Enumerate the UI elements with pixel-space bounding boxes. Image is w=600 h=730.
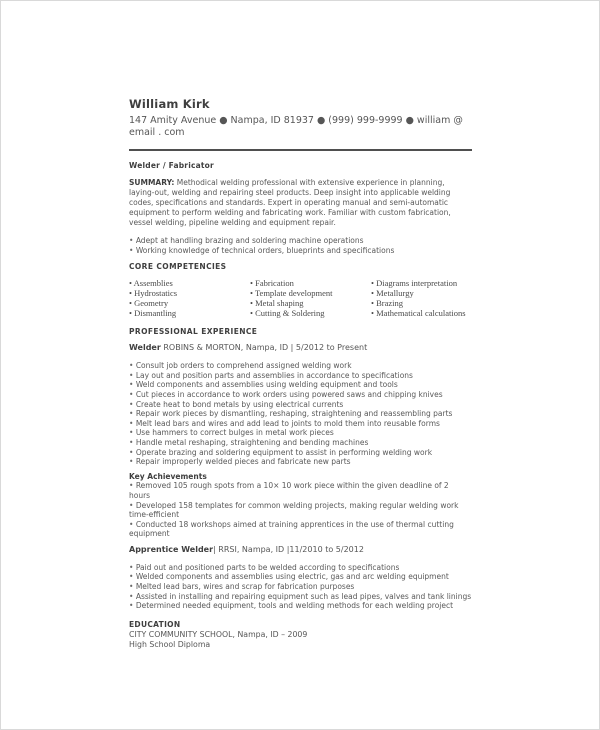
competencies-columns bbox=[129, 278, 472, 318]
summary-bullet-list bbox=[129, 236, 472, 255]
list-item: • Melt lead bars and wires and add lead to joints to mold them into reusable forms bbox=[129, 419, 472, 429]
list-item: • Cut pieces in accordance to work orders using powered saws and chipping knives bbox=[129, 390, 472, 400]
list-item: • Metal shaping bbox=[250, 298, 371, 308]
list-item: • Repair improperly welded pieces and fabricate new parts bbox=[129, 457, 472, 467]
list-item: • Cutting & Soldering bbox=[250, 308, 371, 318]
section-education: EDUCATION bbox=[129, 619, 181, 629]
list-item: • Weld components and assemblies using welding equipment and tools bbox=[129, 380, 472, 390]
job-title-line bbox=[129, 545, 472, 555]
list-item: • Diagrams interpretation bbox=[371, 278, 472, 288]
list-item: • Metallurgy bbox=[371, 288, 472, 298]
job-duties-list bbox=[129, 361, 472, 467]
key-achievements-heading: Key Achievements bbox=[129, 471, 207, 481]
key-achievements-list bbox=[129, 481, 472, 539]
summary-text: Methodical welding professional with extensive experience in planning, laying-out, welding and repairing steel products. Deep insight into applicable welding codes, specifications and standards. Expert in operating manual and semi-automatic equipment to perform welding and fabricating work. Familiar with custom fabrication, vessel welding, pipeline welding and equipment repair. bbox=[129, 178, 451, 227]
list-item: • Handle metal reshaping, straightening and bending machines bbox=[129, 438, 472, 448]
list-item: • Paid out and positioned parts to be welded according to specifications bbox=[129, 563, 472, 573]
list-item: • Hydrostatics bbox=[129, 288, 250, 298]
header-divider bbox=[129, 149, 472, 151]
resume-headline: Welder / Fabricator bbox=[129, 161, 214, 170]
competencies-column-3 bbox=[371, 278, 472, 318]
competencies-column-2 bbox=[250, 278, 371, 318]
list-item: • Working knowledge of technical orders, blueprints and specifications bbox=[129, 246, 472, 256]
list-item: • Create heat to bond metals by using electrical currents bbox=[129, 400, 472, 410]
list-item: • Operate brazing and soldering equipment to assist in performing welding work bbox=[129, 448, 472, 458]
list-item: • Mathematical calculations bbox=[371, 308, 472, 318]
list-item: • Consult job orders to comprehend assigned welding work bbox=[129, 361, 472, 371]
job-role: Apprentice Welder bbox=[129, 544, 214, 554]
list-item: • Brazing bbox=[371, 298, 472, 308]
section-professional-experience: PROFESSIONAL EXPERIENCE bbox=[129, 327, 258, 337]
job-role: Welder bbox=[129, 343, 161, 353]
list-item: • Conducted 18 workshops aimed at training apprentices in the use of thermal cutting equipment bbox=[129, 520, 472, 539]
list-item: • Lay out and position parts and assemblies in accordance to specifications bbox=[129, 371, 472, 381]
list-item: • Dismantling bbox=[129, 308, 250, 318]
list-item: • Template development bbox=[250, 288, 371, 298]
list-item: • Removed 105 rough spots from a 10× 10 work piece within the given deadline of 2 hours bbox=[129, 481, 472, 500]
job-meta: ROBINS & MORTON, Nampa, ID | 5/2012 to Present bbox=[160, 343, 368, 353]
list-item: • Assemblies bbox=[129, 278, 250, 288]
competencies-column-1 bbox=[129, 278, 250, 318]
job-title-line bbox=[129, 343, 472, 353]
list-item: • Use hammers to correct bulges in metal work pieces bbox=[129, 428, 472, 438]
education-school: CITY COMMUNITY SCHOOL, Nampa, ID – 2009 bbox=[129, 629, 308, 639]
job-duties-list bbox=[129, 563, 472, 611]
list-item: • Assisted in installing and repairing equipment such as lead pipes, valves and tank linings bbox=[129, 592, 472, 602]
list-item: • Melted lead bars, wires and scrap for fabrication purposes bbox=[129, 582, 472, 592]
section-core-competencies: CORE COMPETENCIES bbox=[129, 262, 227, 272]
summary-label: SUMMARY: bbox=[129, 178, 175, 187]
resume-content bbox=[1, 1, 600, 651]
contact-line: 147 Amity Avenue ● Nampa, ID 81937 ● (999) 999-9999 ● william @ email . com bbox=[129, 115, 463, 138]
job-meta: | RRSI, Nampa, ID |11/2010 to 5/2012 bbox=[213, 544, 364, 554]
candidate-name: William Kirk bbox=[129, 97, 210, 111]
list-item: • Fabrication bbox=[250, 278, 371, 288]
list-item: • Repair work pieces by dismantling, reshaping, straightening and reassembling parts bbox=[129, 409, 472, 419]
summary-paragraph bbox=[129, 178, 472, 228]
list-item: • Geometry bbox=[129, 298, 250, 308]
list-item: • Adept at handling brazing and soldering machine operations bbox=[129, 236, 472, 246]
list-item: • Welded components and assemblies using electric, gas and arc welding equipment bbox=[129, 572, 472, 582]
education-degree: High School Diploma bbox=[129, 640, 211, 650]
list-item: • Developed 158 templates for common welding projects, making regular welding work time-efficient bbox=[129, 501, 472, 520]
list-item: • Determined needed equipment, tools and welding methods for each welding project bbox=[129, 601, 472, 611]
